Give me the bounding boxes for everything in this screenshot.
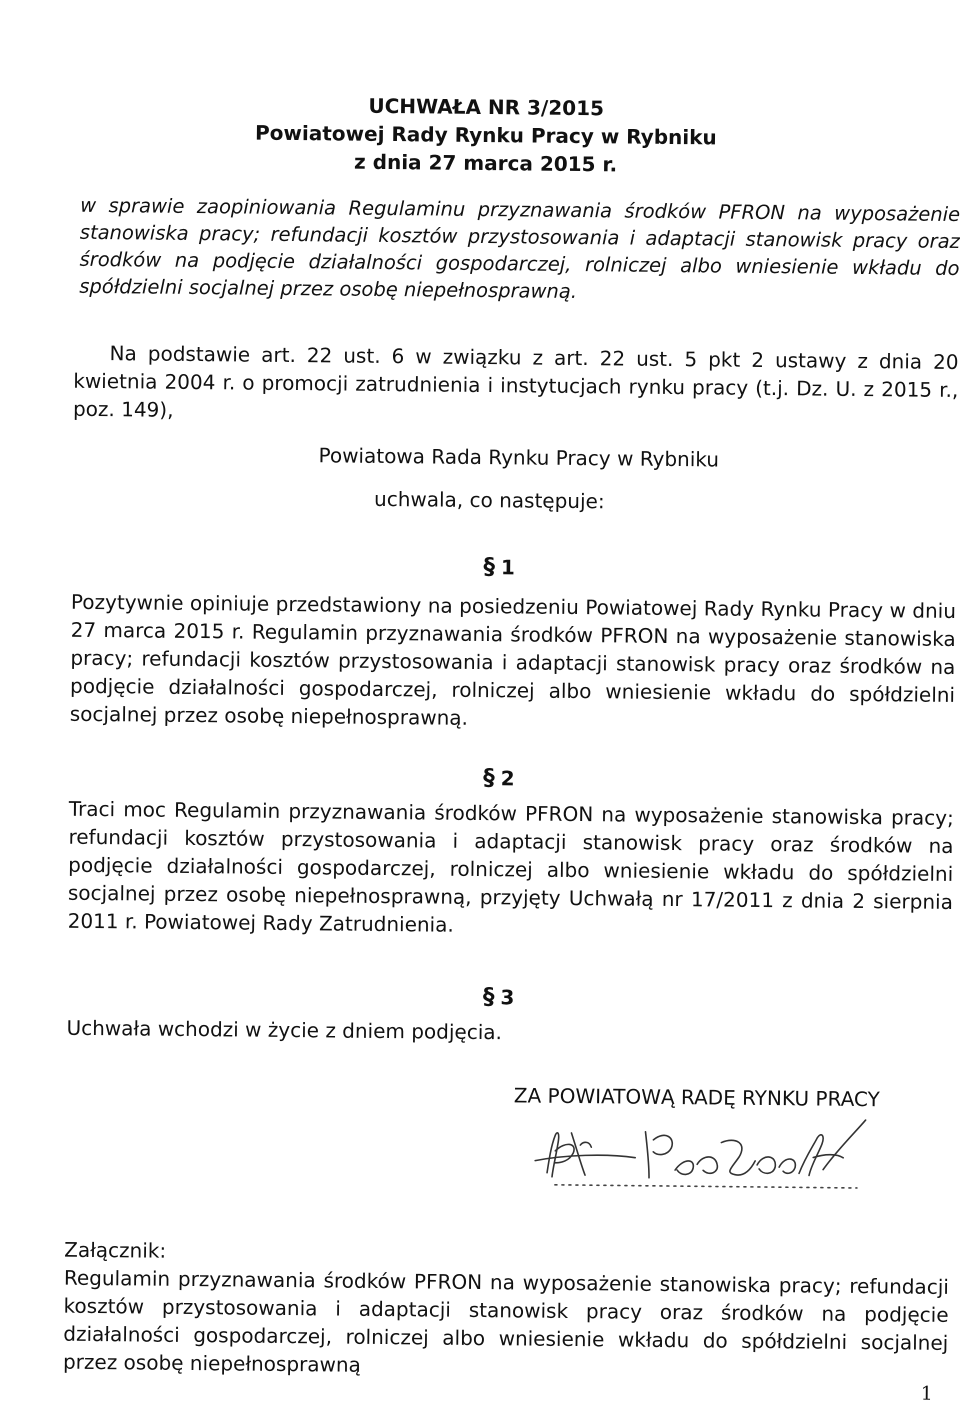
section-symbol: § [483,554,496,581]
resolving-body: Powiatowa Rada Rynku Pracy w Rybniku [318,443,720,472]
section-3-heading [483,983,515,1011]
section-1-heading [483,553,515,581]
section-2-text: Traci moc Regulamin przyznawania środków PFRON na wyposażenie stanowiska pracy; refundacji kosztów przystosowania i adaptacji stanowisk pracy oraz środków na podjęcie działalności gospodarczej, rolniczej albo wniesienie wkładu do spółdzielni socjalnej przez osobę niepełnosprawną, przyjęty Uchwałą nr 17/2011 z dnia 2 sierpnia 2011 r. Powiatowej Rady Zatrudnienia. [67,796,954,937]
section-2-heading [483,764,515,792]
attachment-label: Załącznik: [64,1237,167,1263]
section-number: 1 [500,555,515,580]
resolves-phrase: uchwala, co następuje: [373,486,605,514]
signature-label: ZA POWIATOWĄ RADĘ RYNKU PRACY [513,1083,880,1112]
section-symbol: § [482,984,495,1011]
resolution-issuer: Powiatowej Rady Rynku Pracy w Rybniku [254,120,717,150]
scan-edge-mark [7,0,77,6]
section-symbol: § [483,765,495,792]
legal-basis: Na podstawie art. 22 ust. 6 w związku z art. 22 ust. 5 pkt 2 ustawy z dnia 20 kwietnia 2004 r. o promocji zatrudnienia i instytucjach rynku pracy (t.j. Dz. U. z 2015 r., poz. 149), [72,341,959,422]
section-number: 2 [500,766,515,791]
handwritten-signature-icon [525,1111,871,1205]
section-number: 3 [500,985,515,1010]
resolution-subject: w sprawie zaopiniowania Regulaminu przyznawania środków PFRON na wyposażenie stanowiska pracy; refundacji kosztów przystosowania i adaptacji stanowisk pracy oraz środków na podjęcie działalności gospodarczej, rolniczej albo wniesienie wkładu do spółdzielni socjalnej przez osobę niepełnosprawną. [79,193,960,303]
section-3-text: Uchwała wchodzi w życie z dniem podjęcia. [66,1015,503,1045]
resolution-date: z dnia 27 marca 2015 r. [353,149,618,177]
page-number: 1 [920,1382,933,1405]
attachment-text: Regulamin przyznawania środków PFRON na wyposażenie stanowiska pracy; refundacji kosztów przystosowania i adaptacji stanowisk pracy oraz środków na podjęcie działalności gospodarczej, rolniczej albo wniesienie wkładu do spółdzielni socjalnej przez osobę niepełnosprawną [62,1265,950,1377]
section-1-text: Pozytywnie opiniuje przedstawiony na posiedzeniu Powiatowej Rady Rynku Pracy w dniu 27 marca 2015 r. Regulamin przyznawania środków PFRON na wyposażenie stanowiska pracy; refundacji kosztów przystosowania i adaptacji stanowisk pracy oraz środków na podjęcie działalności gospodarczej, rolniczej albo wniesienie wkładu do spółdzielni socjalnej przez osobę niepełnosprawną. [69,589,957,730]
resolution-title: UCHWAŁA NR 3/2015 [368,93,605,121]
